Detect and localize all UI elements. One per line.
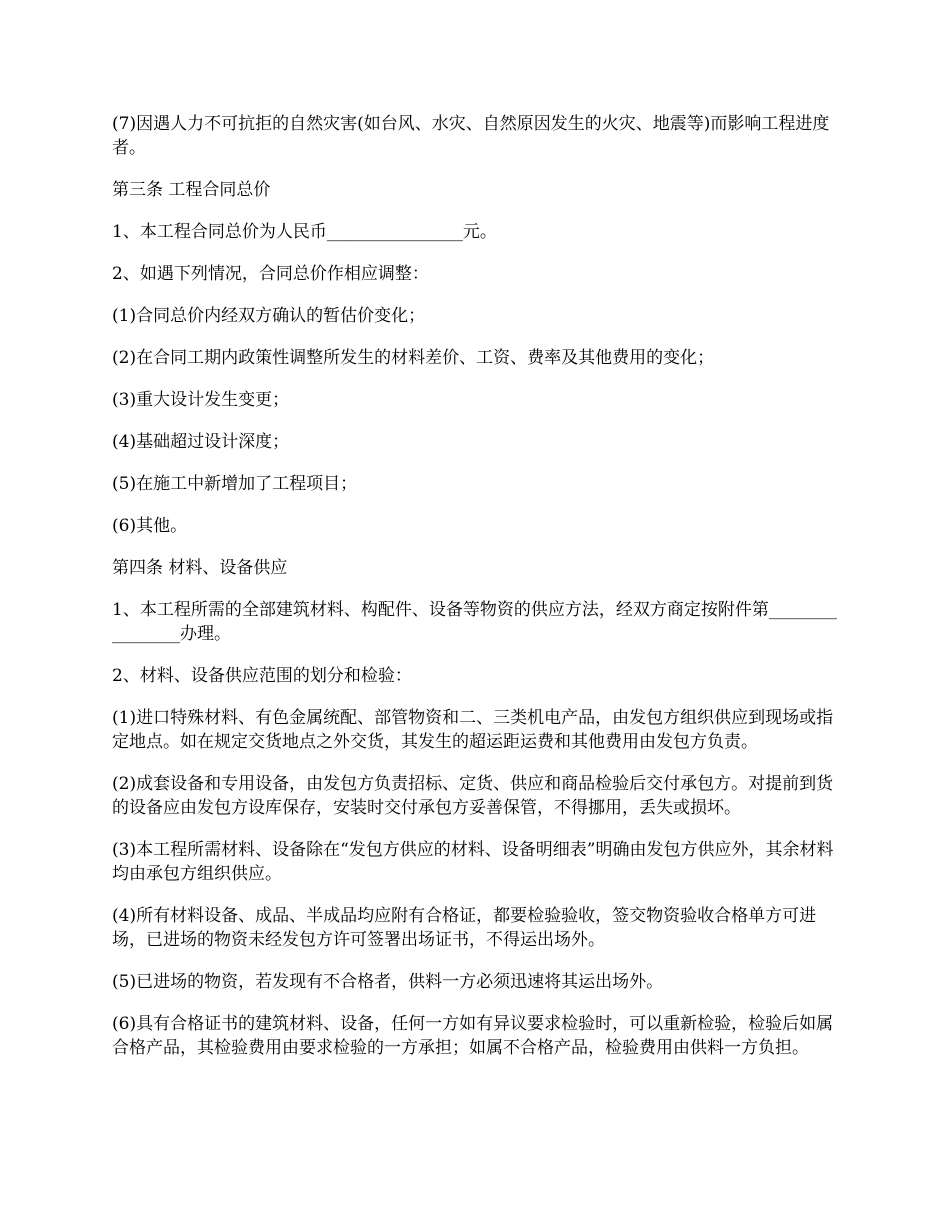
supply-item-6: (6)具有合格证书的建筑材料、设备，任何一方如有异议要求检验时，可以重新检验，检验后如属合格产品，其检验费用由要求检验的一方承担；如属不合格产品，检验费用由供料一方负担。 xyxy=(112,1014,834,1058)
clause-item-7-force-majeure: (7)因遇人力不可抗拒的自然灾害(如台风、水灾、自然原因发生的火灾、地震等)而影响工程进度者。 xyxy=(112,114,830,158)
supply-item-5: (5)已进场的物资，若发现有不合格者，供料一方必须迅速将其运出场外。 xyxy=(112,972,664,992)
clause-price-adjustment: 2、如遇下列情况，合同总价作相应调整： xyxy=(112,264,429,284)
clause-supply-scope: 2、材料、设备供应范围的划分和检验： xyxy=(112,666,412,686)
adjustment-item-4: (4)基础超过设计深度； xyxy=(112,432,290,452)
adjustment-item-2: (2)在合同工期内政策性调整所发生的材料差价、工资、费率及其他费用的变化； xyxy=(112,348,715,368)
adjustment-item-5: (5)在施工中新增加了工程项目； xyxy=(112,474,358,494)
supply-item-4: (4)所有材料设备、成品、半成品均应附有合格证，都要检验验收，签交物资验收合格单方可进场，已进场的物资未经发包方许可签署出场证书，不得运出场外。 xyxy=(112,906,817,950)
supply-item-3: (3)本工程所需材料、设备除在“发包方供应的材料、设备明细表”明确由发包方供应外，其余材料均由承包方组织供应。 xyxy=(112,840,834,884)
supply-item-2: (2)成套设备和专用设备，由发包方负责招标、定货、供应和商品检验后交付承包方。对提前到货的设备应由发包方设库保存，安装时交付承包方妥善保管，不得挪用，丢失或损坏。 xyxy=(112,774,834,818)
section-heading-article-3: 第三条 工程合同总价 xyxy=(112,180,271,200)
adjustment-item-1: (1)合同总价内经双方确认的暂估价变化； xyxy=(112,306,426,326)
section-heading-article-4: 第四条 材料、设备供应 xyxy=(112,558,288,578)
clause-supply-method: 1、本工程所需的全部建筑材料、构配件、设备等物资的供应方法，经双方商定按附件第________________办理。 xyxy=(112,600,837,644)
clause-total-price: 1、本工程合同总价为人民币________________元。 xyxy=(112,222,497,242)
supply-item-1: (1)进口特殊材料、有色金属统配、部管物资和二、三类机电产品，由发包方组织供应到现场或指定地点。如在规定交货地点之外交货，其发生的超运距运费和其他费用由发包方负责。 xyxy=(112,708,834,752)
adjustment-item-3: (3)重大设计发生变更； xyxy=(112,390,290,410)
adjustment-item-6: (6)其他。 xyxy=(112,516,188,536)
document-body xyxy=(112,112,842,1078)
